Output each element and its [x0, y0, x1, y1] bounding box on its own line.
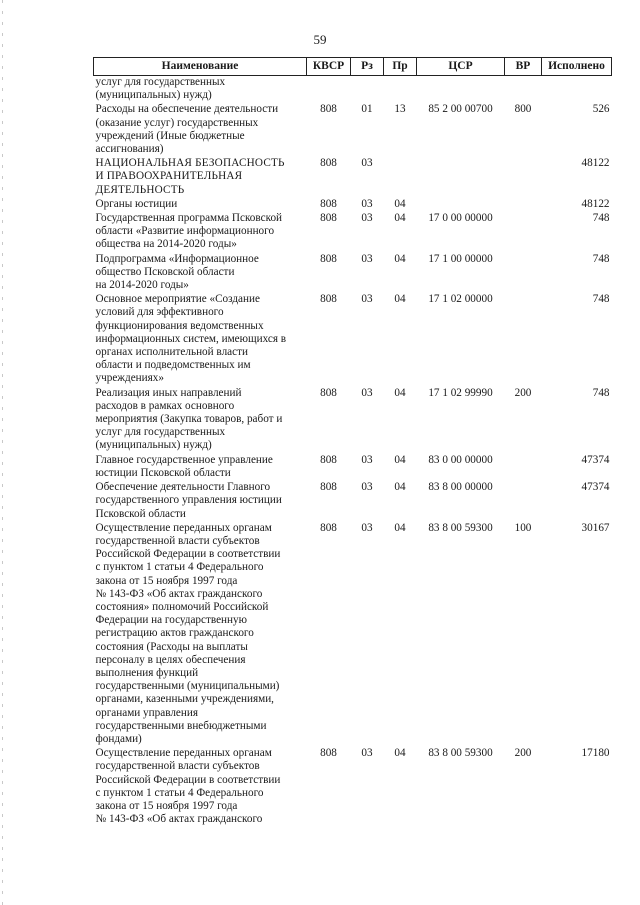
cell-done: 47374 [581, 481, 610, 494]
cell-vr [505, 198, 542, 212]
cell-rz: 03 [361, 521, 373, 534]
table-header-row [94, 58, 612, 76]
cell-done: 748 [592, 386, 610, 399]
cell-csr: 83 8 00 59300 [428, 521, 493, 534]
cell-rz: 03 [361, 252, 373, 265]
cell-vr [505, 253, 542, 294]
scan-edge-artifact [2, 0, 3, 905]
cell-csr: 83 8 00 00000 [428, 481, 493, 494]
cell-done: 17180 [581, 747, 610, 760]
cell-name: НАЦИОНАЛЬНАЯ БЕЗОПАСНОСТЬ И ПРАВООХРАНИТЕЛЬНАЯ ДЕЯТЕЛЬНОСТЬ [95, 157, 285, 196]
cell-name: Осуществление переданных органам государственной власти субъектов Российской Федерации в соответствии с пунктом 1 статьи 4 Федерального закона от 15 ноября 1997 года № 143-ФЗ «Об актах гражданского состояния» полномочий Российской Федерации на государственную регистрацию актов гражданского состояния (Расходы на выплаты персоналу в целях обеспечения выполнения функций государственными (муниципальными) органами, казенными учреждениями, органами управления государственными внебюджетными фондами) [95, 521, 281, 745]
cell-kvsr: 808 [320, 157, 337, 170]
cell-name: Подпрограмма «Информационное общество Псковской области на 2014-2020 годы» [95, 252, 259, 292]
cell-rz: 03 [361, 386, 373, 399]
table-row [94, 212, 612, 253]
header-csr: ЦСР [417, 58, 505, 76]
cell-csr: 17 1 02 99990 [428, 386, 493, 399]
cell-pr: 04 [394, 212, 406, 225]
table-row [94, 157, 612, 198]
cell-rz: 03 [361, 212, 373, 225]
table-row [94, 103, 612, 157]
cell-done: 526 [592, 103, 610, 116]
cell-csr: 85 2 00 00700 [428, 103, 493, 116]
cell-done: 748 [592, 252, 610, 265]
cell-pr: 04 [394, 481, 406, 494]
cell-vr [505, 454, 542, 481]
cell-pr: 04 [394, 252, 406, 265]
cell-vr [505, 212, 542, 253]
cell-csr: 83 0 00 00000 [428, 453, 493, 466]
cell-vr [505, 481, 542, 522]
cell-csr [417, 157, 505, 198]
cell-name: Главное государственное управление юстиции Псковской области [95, 453, 273, 479]
cell-rz: 03 [361, 197, 373, 210]
cell-done: 748 [592, 293, 610, 306]
cell-name: Органы юстиции [95, 197, 178, 210]
cell-pr [384, 76, 417, 104]
table-row [94, 387, 612, 454]
cell-done: 48122 [581, 197, 610, 210]
cell-rz: 03 [361, 157, 373, 170]
cell-rz: 03 [361, 747, 373, 760]
cell-csr [417, 198, 505, 212]
cell-kvsr: 808 [320, 481, 337, 494]
cell-done: 48122 [581, 157, 610, 170]
cell-csr: 17 0 00 00000 [428, 212, 493, 225]
table-row [94, 76, 612, 104]
cell-name: Реализация иных направлений расходов в рамках основного мероприятия (Закупка товаров, работ и услуг для государственных (муниципальных) нужд) [95, 386, 283, 452]
cell-kvsr: 808 [320, 521, 337, 534]
cell-done: 748 [592, 212, 610, 225]
cell-vr [505, 293, 542, 386]
cell-rz: 01 [361, 103, 373, 116]
table-row [94, 293, 612, 386]
cell-done: 30167 [581, 521, 610, 534]
cell-csr: 83 8 00 59300 [428, 747, 493, 760]
table-row [94, 198, 612, 212]
cell-done: 47374 [581, 453, 610, 466]
cell-rz: 03 [361, 293, 373, 306]
table-row [94, 747, 612, 827]
cell-vr: 100 [514, 521, 532, 534]
header-kvsr: КВСР [307, 58, 351, 76]
cell-pr: 04 [394, 386, 406, 399]
cell-name: услуг для государственных (муниципальных) нужд) [95, 76, 226, 102]
header-name: Наименование [94, 58, 307, 76]
cell-csr: 17 1 00 00000 [428, 252, 493, 265]
table-row [94, 253, 612, 294]
cell-name: Государственная программа Псковской области «Развитие информационного общества на 2014-2020 годы» [95, 212, 283, 251]
cell-name: Расходы на обеспечение деятельности (оказание услуг) государственных учреждений (Иные бюджетные ассигнования) [95, 103, 279, 156]
table-row [94, 454, 612, 481]
cell-kvsr: 808 [320, 747, 337, 760]
cell-kvsr: 808 [320, 386, 337, 399]
cell-csr [417, 76, 505, 104]
cell-pr: 04 [394, 453, 406, 466]
cell-pr: 04 [394, 747, 406, 760]
cell-pr: 13 [394, 103, 406, 116]
cell-kvsr: 808 [320, 103, 337, 116]
cell-name: Осуществление переданных органам государственной власти субъектов Российской Федерации в соответствии с пунктом 1 статьи 4 Федерального закона от 15 ноября 1997 года № 143-ФЗ «Об актах гражданского [95, 747, 281, 826]
cell-name: Основное мероприятие «Создание условий для эффективного функционирования ведомственных информационных систем, имеющихся в органах исполнительной власти области и подведомственных им учреждениях» [95, 293, 287, 385]
cell-kvsr [307, 76, 351, 104]
cell-done [542, 76, 612, 104]
table-row [94, 522, 612, 747]
header-vr: ВР [505, 58, 542, 76]
cell-pr: 04 [394, 197, 406, 210]
cell-vr: 200 [514, 747, 532, 760]
header-pr: Пр [384, 58, 417, 76]
cell-vr: 800 [514, 103, 532, 116]
cell-pr: 04 [394, 521, 406, 534]
cell-pr [384, 157, 417, 198]
budget-execution-table [93, 57, 612, 827]
cell-pr: 04 [394, 293, 406, 306]
cell-vr: 200 [514, 386, 532, 399]
cell-rz: 03 [361, 453, 373, 466]
cell-kvsr: 808 [320, 212, 337, 225]
cell-rz [351, 76, 384, 104]
cell-vr [505, 76, 542, 104]
page-number: 59 [313, 32, 327, 47]
cell-kvsr: 808 [320, 252, 337, 265]
cell-vr [505, 157, 542, 198]
table-row [94, 481, 612, 522]
cell-rz: 03 [361, 481, 373, 494]
cell-kvsr: 808 [320, 453, 337, 466]
cell-csr: 17 1 02 00000 [428, 293, 493, 306]
header-rz: Рз [351, 58, 384, 76]
cell-kvsr: 808 [320, 293, 337, 306]
cell-kvsr: 808 [320, 197, 337, 210]
cell-name: Обеспечение деятельности Главного государственного управления юстиции Псковской области [95, 481, 282, 520]
table-body [94, 76, 612, 828]
header-done: Исполнено [542, 58, 612, 76]
